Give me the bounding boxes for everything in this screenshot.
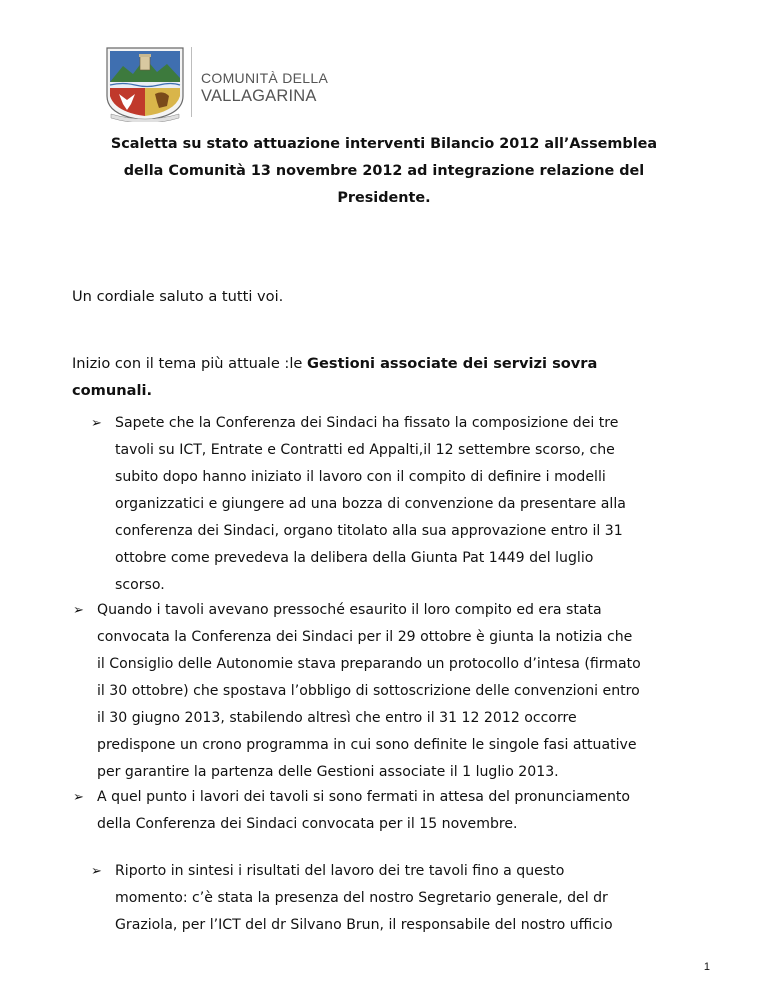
bullet-line: scorso. xyxy=(115,577,165,593)
intro-text: Inizio con il tema più attuale :le xyxy=(72,355,308,372)
bullet-line: ottobre come prevedeva la delibera della Giunta Pat 1449 del luglio xyxy=(115,550,594,566)
bullet-line: della Conferenza dei Sindaci convocata per il 15 novembre. xyxy=(97,816,518,832)
bullet-line: il Consiglio delle Autonomie stava preparando un protocollo d’intesa (firmato xyxy=(97,656,641,672)
document-title xyxy=(40,131,728,212)
list-item xyxy=(91,858,613,939)
bullet-line: Graziola, per l’ICT del dr Silvano Brun, il responsabile del nostro ufficio xyxy=(115,917,613,933)
bullet-line: conferenza dei Sindaci, organo titolato alla sua approvazione entro il 31 xyxy=(115,523,623,539)
arrow-bullet-icon: ➢ xyxy=(73,790,84,805)
arrow-bullet-icon: ➢ xyxy=(73,603,84,618)
list-item xyxy=(91,410,626,599)
bullet-line: convocata la Conferenza dei Sindaci per il 29 ottobre è giunta la notizia che xyxy=(97,629,633,645)
bullet-line: organizzatici e giungere ad una bozza di convenzione da presentare alla xyxy=(115,496,626,512)
header-divider xyxy=(191,47,192,117)
title-line: Presidente. xyxy=(337,190,431,206)
title-line: Scaletta su stato attuazione interventi Bilancio 2012 all’Assemblea xyxy=(110,136,658,152)
intro-bold-text: comunali. xyxy=(72,382,153,399)
bullet-line: Quando i tavoli avevano pressoché esaurito il loro compito ed era stata xyxy=(97,602,602,618)
organization-name-line2: VALLAGARINA xyxy=(201,87,317,105)
bullet-line: predispone un crono programma in cui sono definite le singole fasi attuative xyxy=(97,737,637,753)
bullet-line: per garantire la partenza delle Gestioni associate il 1 luglio 2013. xyxy=(97,764,559,780)
list-item xyxy=(73,597,641,786)
bullet-line: tavoli su ICT, Entrate e Contratti ed Appalti,il 12 settembre scorso, che xyxy=(115,442,615,458)
intro-paragraph xyxy=(72,350,597,404)
bullet-line: momento: c’è stata la presenza del nostro Segretario generale, del dr xyxy=(115,890,608,906)
greeting-paragraph: Un cordiale saluto a tutti voi. xyxy=(72,288,284,305)
arrow-bullet-icon: ➢ xyxy=(91,416,102,431)
page-number: 1 xyxy=(703,961,710,973)
bullet-line: il 30 ottobre) che spostava l’obbligo di sottoscrizione delle convenzioni entro xyxy=(97,683,640,699)
document-header xyxy=(103,44,333,122)
arrow-bullet-icon: ➢ xyxy=(91,864,102,879)
bullet-line: Sapete che la Conferenza dei Sindaci ha fissato la composizione dei tre xyxy=(115,415,619,431)
coat-of-arms-logo xyxy=(103,44,187,122)
bullet-line: A quel punto i lavori dei tavoli si sono fermati in attesa del pronunciamento xyxy=(97,789,631,805)
bullet-line: il 30 giugno 2013, stabilendo altresì che entro il 31 12 2012 occorre xyxy=(97,710,577,726)
organization-name xyxy=(201,71,328,105)
intro-bold-text: Gestioni associate dei servizi sovra xyxy=(307,355,598,372)
bullet-line: subito dopo hanno iniziato il lavoro con il compito di definire i modelli xyxy=(115,469,606,485)
organization-name-line1: COMUNITÀ DELLA xyxy=(201,70,329,86)
bullet-line: Riporto in sintesi i risultati del lavoro dei tre tavoli fino a questo xyxy=(115,863,565,879)
list-item xyxy=(73,784,630,838)
title-line: della Comunità 13 novembre 2012 ad integrazione relazione del xyxy=(123,163,645,179)
